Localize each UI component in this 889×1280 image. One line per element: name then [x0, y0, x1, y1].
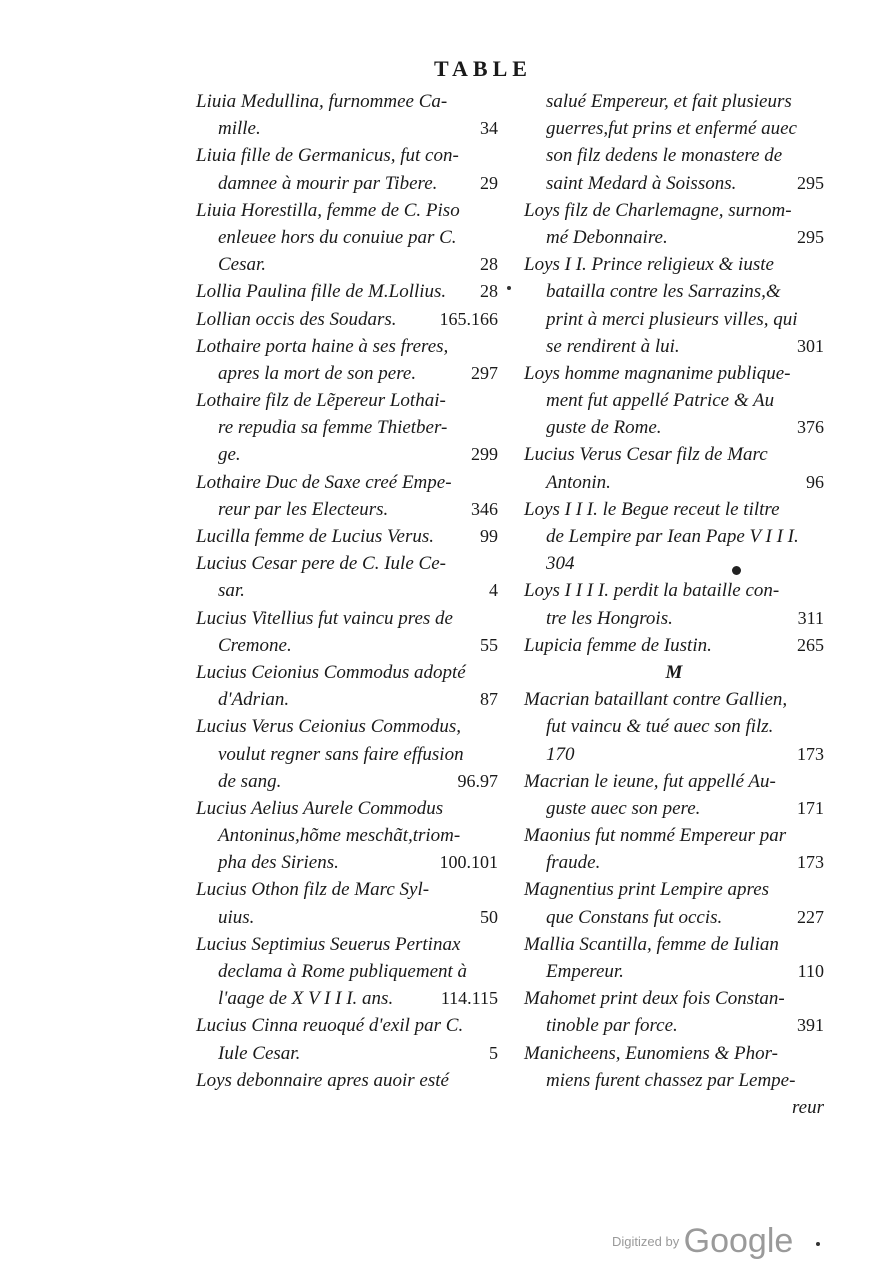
entry-text: Loys homme magnanime publique- [524, 362, 791, 384]
entry-text: Loys I I I. le Begue receut le tiltre [524, 498, 780, 520]
entry-text: guerres,fut prins et enfermé auec [546, 118, 797, 140]
entry-text: Lothaire Duc de Saxe creé Empe- [196, 471, 452, 493]
entry-text: saint Medard à Soissons. [546, 172, 737, 194]
index-entry-line [196, 713, 498, 740]
entry-text: Lucius Cesar pere de C. Iule Ce- [196, 553, 446, 575]
index-entry-line [524, 115, 824, 142]
page-number: 110 [797, 961, 824, 981]
entry-text: Cremone. [218, 634, 292, 656]
entry-text: Macrian le ieune, fut appellé Au- [524, 770, 776, 792]
index-entry-line [196, 360, 498, 387]
entry-text: Maonius fut nommé Empereur par [524, 825, 787, 847]
entry-text: M [665, 661, 683, 683]
entry-text: Mahomet print deux fois Constan- [524, 988, 785, 1010]
index-entry-line [196, 115, 498, 142]
entry-text: Lucius Ceionius Commodus adopté [196, 661, 466, 683]
index-entry-line [524, 876, 824, 903]
index-entry-line [196, 523, 498, 550]
index-entry-line [196, 306, 498, 333]
index-entry-line [196, 985, 498, 1012]
index-entry-line [196, 822, 498, 849]
entry-text: l'aage de X V I I I. ans. [218, 988, 394, 1010]
page-number: 391 [797, 1015, 824, 1036]
index-entry-line [196, 1040, 498, 1067]
entry-text: son filz dedens le monastere de [546, 145, 783, 167]
index-entry-line [524, 686, 824, 713]
entry-text: print à merci plusieurs villes, qui [546, 308, 798, 330]
index-entry-line [196, 414, 498, 441]
index-entry-line [196, 849, 498, 876]
entry-text: guste auec son pere. [546, 797, 701, 819]
entry-text: Loys I I. Prince religieux & iuste [524, 254, 774, 276]
entry-text: Lollian occis des Soudars. [196, 308, 397, 330]
index-entry-line [196, 904, 498, 931]
index-entry-line [196, 469, 498, 496]
entry-text: Lupicia femme de Iustin. [524, 634, 712, 656]
entry-text: Antonin. [546, 471, 611, 493]
index-entry-line [524, 1012, 824, 1039]
index-entry-line [524, 414, 824, 441]
entry-text: Lollia Paulina fille de M.Lollius. [196, 281, 447, 303]
index-entry-line [524, 441, 824, 468]
index-entry-line [196, 876, 498, 903]
entry-text: salué Empereur, et fait plusieurs [546, 91, 792, 112]
entry-text: guste de Rome. [546, 417, 662, 439]
page-number: 376 [797, 417, 824, 438]
index-entry-line [196, 659, 498, 686]
page-number: 50 [480, 906, 498, 927]
page-number: 171 [797, 797, 824, 818]
index-entry-line [524, 931, 824, 958]
ink-blot [732, 566, 741, 575]
entry-text: ge. [218, 444, 241, 466]
entry-text: pha des Siriens. [218, 852, 339, 874]
index-entry-line [524, 550, 824, 577]
digitized-watermark [612, 1222, 793, 1261]
entry-text: fraude. [546, 852, 601, 874]
entry-text: tre les Hongrois. [546, 607, 673, 629]
entry-text: Lucius Aelius Aurele Commodus [196, 797, 444, 819]
entry-text: mille. [218, 118, 261, 140]
index-entry-line [524, 768, 824, 795]
page-number: 34 [480, 118, 498, 139]
google-logo: Google [683, 1222, 794, 1260]
entry-text: de sang. [218, 770, 282, 792]
page-number: 165.166 [439, 308, 498, 329]
index-entry-line [524, 605, 824, 632]
index-entry-line [196, 795, 498, 822]
index-entry-line [524, 224, 824, 251]
index-entry-line [196, 197, 498, 224]
index-letter-heading [524, 659, 824, 686]
page-number: 301 [797, 335, 824, 356]
entry-text: Liuia fille de Germanicus, fut con- [196, 145, 459, 167]
index-entry-line [524, 577, 824, 604]
index-entry-line [196, 251, 498, 278]
entry-text: damnee à mourir par Tibere. [218, 172, 438, 194]
entry-text: Liuia Horestilla, femme de C. Piso [196, 199, 460, 221]
index-entry-line [196, 741, 498, 768]
index-entry-line [524, 306, 824, 333]
page-number: 173 [797, 743, 824, 764]
index-entry-line [196, 278, 498, 305]
index-entry-line [524, 985, 824, 1012]
page-number: 295 [797, 226, 824, 247]
index-entry-line [524, 251, 824, 278]
index-entry-line [196, 632, 498, 659]
page-number: 28 [480, 281, 498, 302]
entry-text: Lucius Verus Cesar filz de Marc [524, 444, 768, 466]
entry-text: enleuee hors du conuiue par C. [218, 226, 457, 248]
page-number: 96 [806, 471, 824, 492]
page-number: 114.115 [440, 988, 498, 1009]
page-header: TABLE [434, 56, 532, 81]
page-number: 311 [797, 607, 824, 628]
entry-text: batailla contre les Sarrazins,& [546, 281, 781, 303]
entry-text: 170 [546, 743, 575, 765]
index-entry-line [524, 88, 824, 115]
entry-text: Mallia Scantilla, femme de Iulian [524, 933, 779, 955]
index-entry-line [524, 142, 824, 169]
index-entry-line [196, 768, 498, 795]
index-entry-line [196, 142, 498, 169]
index-entry-line [196, 333, 498, 360]
index-entry-line [524, 170, 824, 197]
page-number: 5 [489, 1042, 498, 1063]
index-entry-line [524, 523, 824, 550]
entry-text: Macrian bataillant contre Gallien, [524, 689, 788, 711]
entry-text: ment fut appellé Patrice & Au [546, 390, 775, 412]
index-column-left [196, 88, 498, 1094]
ink-speck [816, 1242, 820, 1246]
index-entry-line [196, 1067, 498, 1094]
entry-text: Lucius Septimius Seuerus Pertinax [196, 933, 461, 955]
index-entry-line [524, 795, 824, 822]
entry-text: se rendirent à lui. [546, 335, 680, 357]
index-entry-line [196, 958, 498, 985]
entry-text: sar. [218, 580, 245, 602]
index-column-right [524, 88, 824, 1121]
index-entry-line [524, 904, 824, 931]
entry-text: 304 [546, 553, 575, 575]
index-entry-line [524, 632, 824, 659]
entry-text: uius. [218, 906, 255, 928]
page-number: 4 [489, 580, 498, 601]
page-number: 87 [480, 689, 498, 710]
index-entry-line [196, 441, 498, 468]
index-entry-line [524, 822, 824, 849]
entry-text: Lothaire porta haine à ses freres, [196, 335, 449, 357]
digitized-label: Digitized by [612, 1234, 680, 1249]
entry-text: Loys debonnaire apres auoir esté [196, 1069, 449, 1091]
entry-text: Lucilla femme de Lucius Verus. [196, 526, 435, 547]
page-number: 295 [797, 172, 824, 193]
index-entry-line [524, 713, 824, 740]
entry-text: Liuia Medullina, furnommee Ca- [196, 91, 448, 112]
index-entry-line [196, 1012, 498, 1039]
entry-text: voulut regner sans faire effusion [218, 743, 464, 765]
index-entry-line [196, 686, 498, 713]
page-number: 99 [480, 526, 498, 546]
entry-text: d'Adrian. [218, 689, 290, 711]
entry-text: Lucius Verus Ceionius Commodus, [196, 716, 461, 738]
entry-text: Iule Cesar. [218, 1042, 301, 1064]
index-entry-line [524, 333, 824, 360]
index-entry-line [196, 931, 498, 958]
page-number: 265 [797, 634, 824, 655]
entry-text: Magnentius print Lempire apres [524, 879, 770, 901]
entry-text: reur par les Electeurs. [218, 498, 389, 520]
index-entry-line [196, 170, 498, 197]
entry-text: apres la mort de son pere. [218, 362, 417, 384]
entry-text: Loys filz de Charlemagne, surnom- [524, 199, 792, 221]
entry-text: Lothaire filz de Lẽpereur Lothai- [196, 390, 446, 412]
index-entry-line [196, 387, 498, 414]
index-entry-line [524, 1067, 824, 1094]
page-number: 227 [797, 906, 824, 927]
entry-text: fut vaincu & tué auec son filz. [546, 716, 774, 738]
entry-text: Empereur. [546, 961, 624, 982]
entry-text: Loys I I I I. perdit la bataille con- [524, 580, 780, 602]
entry-text: Lucius Cinna reuoqué d'exil par C. [196, 1015, 464, 1037]
page-number: 28 [480, 254, 498, 275]
entry-text: Cesar. [218, 254, 267, 276]
page-number: 29 [480, 172, 498, 193]
index-entry-line [196, 496, 498, 523]
index-entry-line [196, 605, 498, 632]
page-number: 173 [797, 852, 824, 873]
index-entry-line [524, 958, 824, 985]
ink-speck [507, 286, 511, 290]
index-entry-line [196, 88, 498, 115]
index-entry-line [524, 197, 824, 224]
page-number: 96.97 [457, 770, 498, 791]
index-entry-line [524, 496, 824, 523]
index-entry-line [196, 577, 498, 604]
index-entry-line [524, 360, 824, 387]
page-number: 55 [480, 634, 498, 655]
page-number: 100.101 [439, 852, 498, 873]
entry-text: miens furent chassez par Lempe- [546, 1069, 796, 1091]
entry-text: Antoninus,hõme meschãt,triom- [218, 825, 461, 847]
index-entry-line [524, 278, 824, 305]
entry-text: mé Debonnaire. [546, 226, 668, 248]
index-entry-line [524, 1040, 824, 1067]
page-number: 299 [471, 444, 498, 465]
index-entry-line [196, 224, 498, 251]
index-entry-line [524, 741, 824, 768]
entry-text: Lucius Vitellius fut vaincu pres de [196, 607, 453, 629]
index-entry-line [524, 387, 824, 414]
index-entry-line [524, 469, 824, 496]
index-entry-line [196, 550, 498, 577]
page-number: 297 [471, 362, 498, 383]
entry-text: de Lempire par Iean Pape V I I I. [546, 526, 799, 547]
entry-text: Lucius Othon filz de Marc Syl- [196, 879, 430, 901]
entry-text: Manicheens, Eunomiens & Phor- [524, 1042, 778, 1064]
page-number: 346 [471, 498, 498, 519]
entry-text: que Constans fut occis. [546, 906, 723, 928]
entry-text: re repudia sa femme Thietber- [218, 417, 448, 439]
entry-text: declama à Rome publiquement à [218, 961, 468, 982]
index-entry-line [524, 1094, 824, 1121]
entry-text: reur [791, 1096, 824, 1118]
index-entry-line [524, 849, 824, 876]
entry-text: tinoble par force. [546, 1015, 678, 1037]
